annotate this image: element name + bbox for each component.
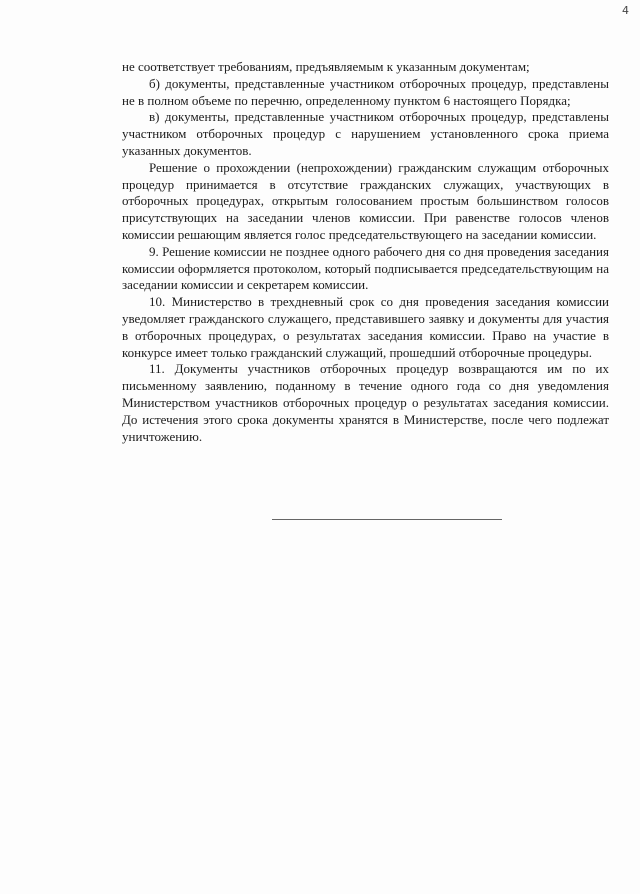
paragraph-11: 11. Документы участников отборочных процедур возвращаются им по их письменному заявлению, поданному в течение одного года со дня уведомления Министерством участников отборочных процедур о результатах заседания комиссии. До истечения этого срока документы хранятся в Министерстве, после чего подлежат уничтожению.	[122, 361, 609, 444]
end-divider	[272, 519, 502, 520]
paragraph-10: 10. Министерство в трехдневный срок со дня проведения заседания комиссии уведомляет гражданского служащего, представившего заявку и документы для участия в отборочных процедурах, о результатах заседания комиссии. Право на участие в конкурсе имеет только гражданский служащий, прошедший отборочные процедуры.	[122, 294, 609, 360]
paragraph-decision: Решение о прохождении (непрохождении) гражданским служащим отборочных процедур принимается в отсутствие гражданских служащих, участвующих в отборочных процедурах, открытым голосованием простым большинством голосов присутствующих на заседании членов комиссии. При равенстве голосов членов комиссии решающим является голос председательствующего на заседании комиссии.	[122, 159, 609, 242]
paragraph-item-b: б) документы, представленные участником отборочных процедур, представлены не в полном объеме по перечню, определенному пунктом 6 настоящего Порядка;	[122, 75, 609, 108]
paragraph-continuation: не соответствует требованиям, предъявляемым к указанным документам;	[122, 59, 530, 74]
paragraph-item-v: в) документы, представленные участником отборочных процедур, представлены участником отборочных процедур с нарушением установленного срока приема указанных документов.	[122, 109, 609, 158]
document-body	[122, 59, 609, 445]
paragraph-9: 9. Решение комиссии не позднее одного рабочего дня со дня проведения заседания комиссии оформляется протоколом, который подписывается председательствующим на заседании комиссии и секретарем комиссии.	[122, 243, 609, 293]
page-number: 4	[622, 4, 629, 17]
